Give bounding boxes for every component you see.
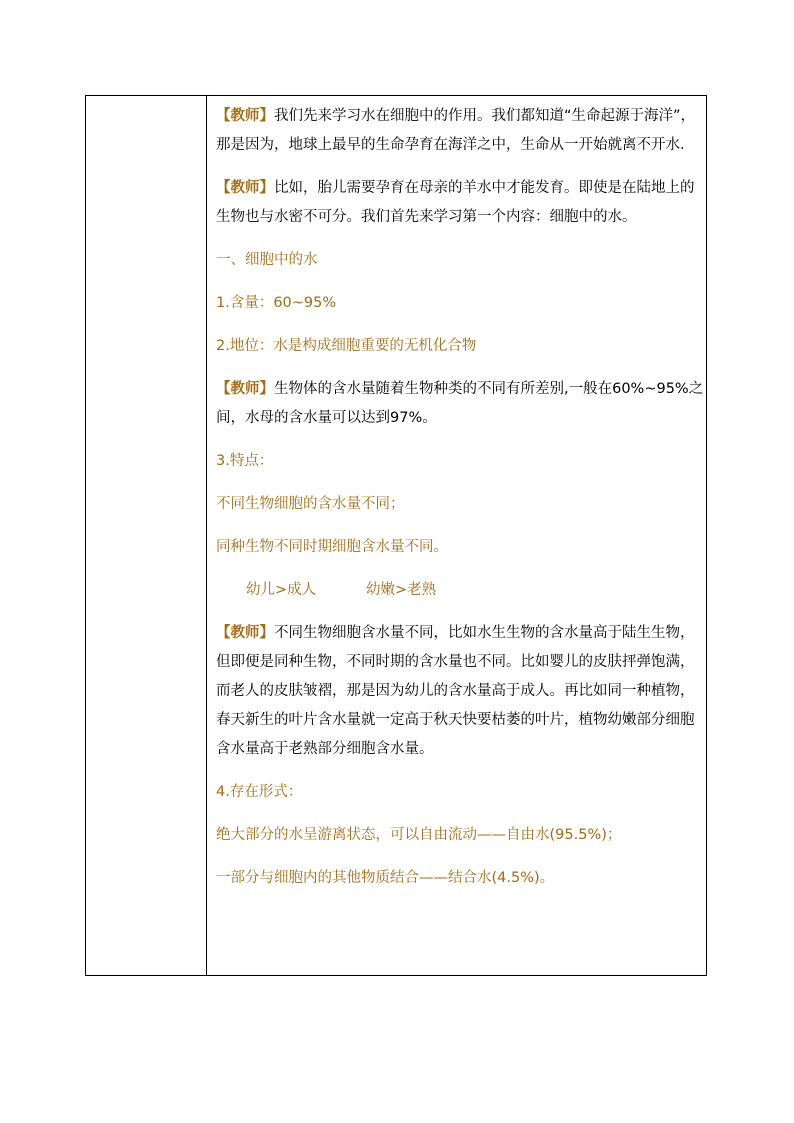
comparison-right: 幼嫩>老熟 (366, 582, 437, 598)
paragraph-text: 不同生物细胞含水量不同，比如水生生物的含水量高于陆生生物，但即便是同种生物，不同时期的含水量也不同。比如婴儿的皮肤抨弹饱满，而老人的皮肤皱褶，那是因为幼儿的含水量高于成人。再比如同一种植物，春天新生的叶片含水量就一定高于秋天快要枯萎的叶片，植物幼嫩部分细胞含水量高于老熟部分细胞含水量。 (216, 625, 695, 757)
comparison-line (216, 576, 706, 605)
content-item-3: 3.特点： (216, 453, 274, 469)
paragraph-text: 比如，胎儿需要孕育在母亲的羊水中才能发育。即使是在陆地上的生物也与水密不可分。我们首先来学习第一个内容：细胞中的水。 (216, 180, 695, 225)
paragraph-text: 生物体的含水量随着生物种类的不同有所差别,一般在60%~95%之间，水母的含水量可以达到97%。 (216, 381, 704, 426)
feature-1: 不同生物细胞的含水量不同； (216, 496, 405, 512)
form-1: 绝大部分的水呈游离状态，可以自由流动——自由水(95.5%)； (216, 827, 622, 843)
comparison-left: 幼儿>成人 (246, 582, 317, 598)
paragraph-text: 我们先来学习水在细胞中的作用。我们都知道“生命起源于海洋”，那是因为，地球上最早的生命孕育在海洋之中，生命从一开始就离不开水. (216, 108, 696, 153)
teacher-paragraph-2 (216, 174, 706, 232)
table-content-cell (216, 102, 706, 893)
section-heading: 一、细胞中的水 (216, 252, 318, 268)
column-divider (206, 96, 207, 975)
teacher-tag: 【教师】 (216, 180, 274, 196)
teacher-paragraph-3 (216, 375, 706, 433)
content-item-4: 4.存在形式： (216, 784, 303, 800)
feature-2: 同种生物不同时期细胞含水量不同。 (216, 539, 448, 555)
teacher-tag: 【教师】 (216, 381, 274, 397)
lesson-table (85, 95, 707, 976)
teacher-tag: 【教师】 (216, 108, 274, 124)
teacher-paragraph-4 (216, 619, 706, 764)
content-item-2: 2.地位：水是构成细胞重要的无机化合物 (216, 338, 477, 354)
form-2: 一部分与细胞内的其他物质结合——结合水(4.5%)。 (216, 870, 555, 886)
teacher-tag: 【教师】 (216, 625, 274, 641)
content-item-1: 1.含量：60~95% (216, 295, 337, 311)
teacher-paragraph-1 (216, 102, 706, 160)
table-left-cell (86, 96, 206, 975)
